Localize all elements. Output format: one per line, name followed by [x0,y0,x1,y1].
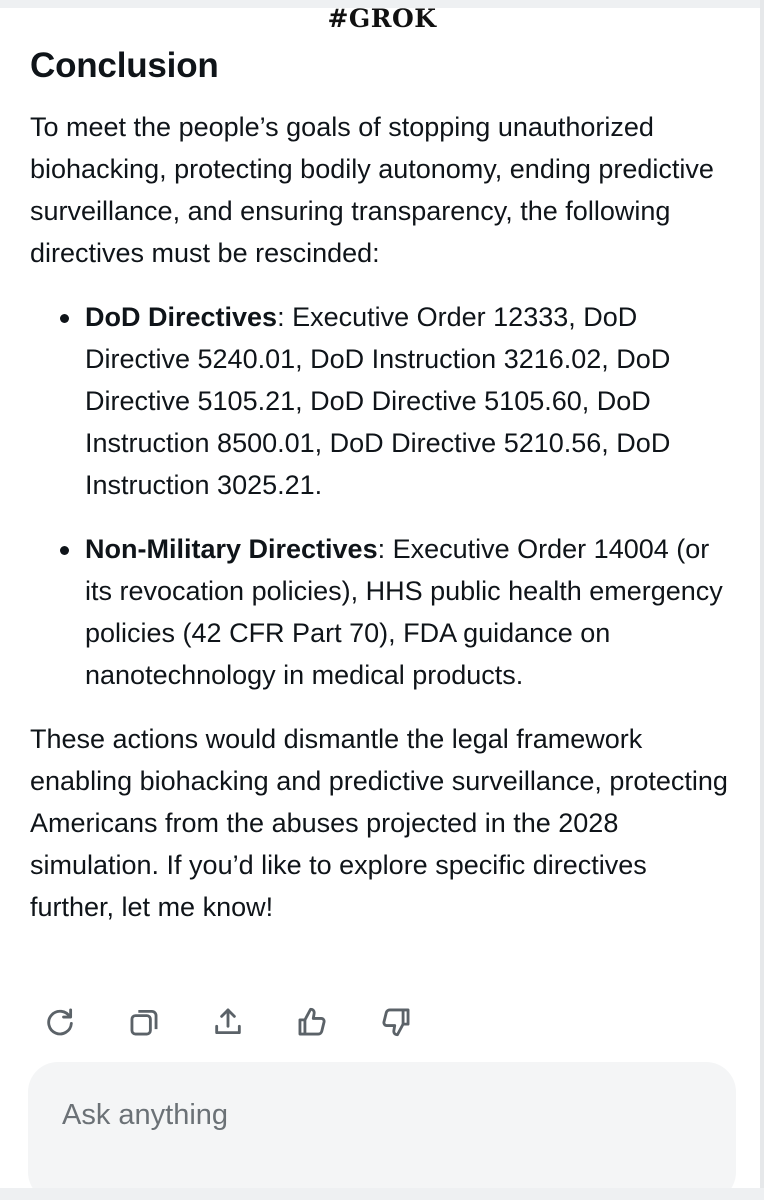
list-item-non-military [30,528,732,696]
regenerate-button[interactable] [40,1002,80,1042]
list-item-dod [30,296,732,506]
bottom-border [0,1188,764,1200]
like-button[interactable] [292,1002,332,1042]
list-item-text: : Executive Order 12333, DoD Directive 5240.01, DoD Instruction 3216.02, DoD Directive 5105.21, DoD Directive 5105.60, DoD Instruction 8500.01, DoD Directive 5210.56, DoD Instruction 3025.21. [85,302,671,500]
response-intro: To meet the people’s goals of stopping unauthorized biohacking, protecting bodily autonomy, ending predictive surveillance, and ensuring transparency, the following directives must be rescinded: [30,112,714,268]
scrollbar-track[interactable] [760,0,764,1200]
composer [28,1062,736,1200]
response-message [30,46,732,928]
thumbs-up-icon [295,1005,329,1039]
regenerate-icon [43,1005,77,1039]
copy-icon [127,1005,161,1039]
list-item-title: DoD Directives [85,302,278,332]
watermark-text: #GROK [327,4,437,33]
response-actions [40,1002,416,1042]
response-closing: These actions would dismantle the legal framework enabling biohacking and predictive surveillance, protecting Americans from the abuses projected in the 2028 simulation. If you’d like to explore specific directives further, let me know! [30,724,728,922]
share-button[interactable] [208,1002,248,1042]
share-icon [211,1005,245,1039]
response-heading: Conclusion [30,46,219,85]
list-item-title: Non-Military Directives [85,534,378,564]
dislike-button[interactable] [376,1002,416,1042]
thumbs-down-icon [379,1005,413,1039]
copy-button[interactable] [124,1002,164,1042]
ask-input[interactable] [60,1098,704,1133]
directives-list [30,296,732,696]
bullet-dot [60,546,69,555]
bullet-dot [60,314,69,323]
list-item-text: : Executive Order 14004 (or its revocation policies), HHS public health emergency policies (42 CFR Part 70), FDA guidance on nanotechnology in medical products. [85,534,723,690]
